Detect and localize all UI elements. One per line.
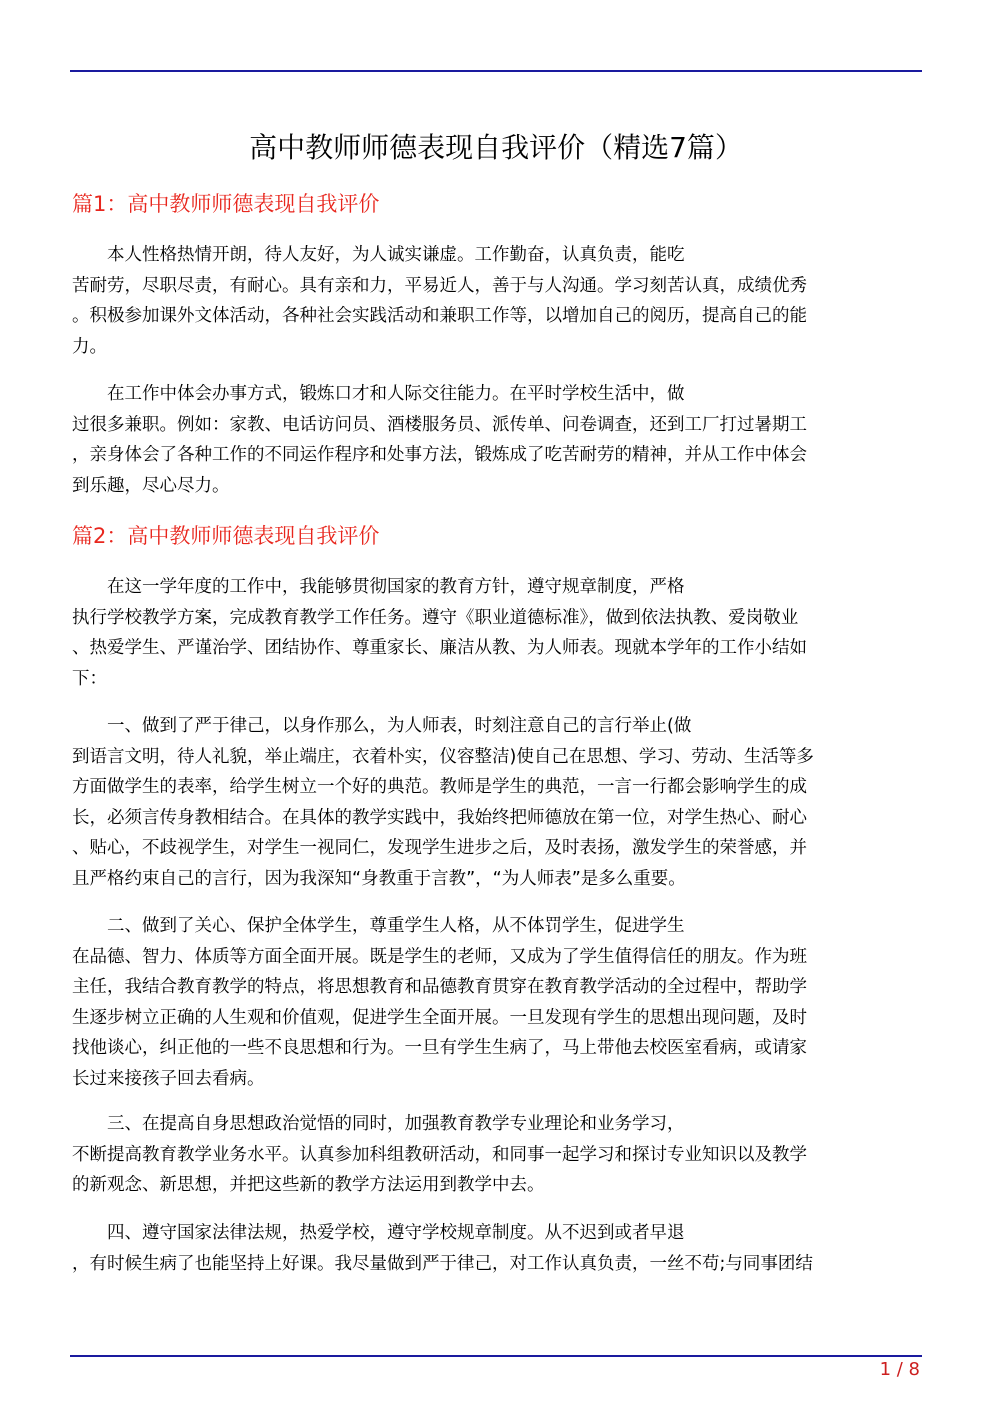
footer-rule [70, 1355, 922, 1357]
paragraph-line: 一、做到了严于律己，以身作那么，为人师表，时刻注意自己的言行举止(做 [107, 716, 692, 736]
paragraph-line: 三、在提高自身思想政治觉悟的同时，加强教育教学专业理论和业务学习， [107, 1114, 685, 1134]
paragraph-line: 到乐趣，尽心尽力。 [72, 475, 230, 496]
paragraph-line: 、贴心，不歧视学生，对学生一视同仁，发现学生进步之后，及时表扬，激发学生的荣誉感，并 [72, 838, 807, 858]
paragraph-line: 二、做到了关心、保护全体学生，尊重学生人格，从不体罚学生，促进学生 [107, 916, 685, 936]
paragraph-line: 不断提高教育教学业务水平。认真参加科组教研活动，和同事一起学习和探讨专业知识以及教学 [72, 1144, 807, 1165]
paragraph-line: 力。 [72, 336, 107, 357]
paragraph [72, 1218, 920, 1279]
paragraph-line: 。积极参加课外文体活动，各种社会实践活动和兼职工作等，以增加自己的阅历，提高自己的能 [72, 306, 807, 326]
paragraph-line: ，有时候生病了也能坚持上好课。我尽量做到严于律己，对工作认真负责，一丝不苟;与同事团结 [72, 1253, 813, 1274]
paragraph-line: 在工作中体会办事方式，锻炼口才和人际交往能力。在平时学校生活中，做 [107, 384, 685, 404]
paragraph-line: ，亲身体会了各种工作的不同运作程序和处事方法，锻炼成了吃苦耐劳的精神，并从工作中体会 [72, 445, 807, 465]
paragraph-line: 过很多兼职。例如：家教、电话访问员、酒楼服务员、派传单、问卷调查，还到工厂打过暑期工 [72, 414, 807, 435]
paragraph-line: 本人性格热情开朗，待人友好，为人诚实谦虚。工作勤奋，认真负责，能吃 [107, 245, 685, 265]
document-title: 高中教师师德表现自我评价（精选7篇） [249, 131, 743, 164]
paragraph-line: 找他谈心，纠正他的一些不良思想和行为。一旦有学生生病了，马上带他去校医室看病，或请家 [72, 1038, 807, 1058]
paragraph [72, 1109, 920, 1201]
paragraph-line: 苦耐劳，尽职尽责，有耐心。具有亲和力，平易近人，善于与人沟通。学习刻苦认真，成绩优秀 [72, 275, 807, 296]
paragraph-line: 在这一学年度的工作中，我能够贯彻国家的教育方针，遵守规章制度，严格 [107, 577, 685, 597]
page-indicator: 1 / 8 [879, 1359, 920, 1380]
paragraph-line: 、热爱学生、严谨治学、团结协作、尊重家长、廉洁从教、为人师表。现就本学年的工作小结如 [72, 638, 807, 658]
paragraph-line: 的新观念、新思想，并把这些新的教学方法运用到教学中去。 [72, 1175, 545, 1195]
paragraph-line: 长过来接孩子回去看病。 [72, 1068, 265, 1089]
paragraph [72, 711, 920, 894]
paragraph-line: 且严格约束自己的言行，因为我深知“身教重于言教”，“为人师表”是多么重要。 [72, 868, 686, 889]
paragraph [72, 911, 920, 1094]
paragraph-line: 生逐步树立正确的人生观和价值观，促进学生全面开展。一旦发现有学生的思想出现问题，及时 [72, 1007, 807, 1028]
paragraph-line: 下： [72, 668, 107, 689]
section-heading-2: 篇2：高中教师师德表现自我评价 [72, 524, 380, 548]
paragraph-line: 主任，我结合教育教学的特点，将思想教育和品德教育贯穿在教育教学活动的全过程中，帮助学 [72, 977, 807, 997]
paragraph-line: 执行学校教学方案，完成教育教学工作任务。遵守《职业道德标准》，做到依法执教、爱岗敬业 [72, 607, 799, 628]
paragraph-line: 方面做学生的表率，给学生树立一个好的典范。教师是学生的典范，一言一行都会影响学生的成 [72, 777, 807, 797]
paragraph [72, 379, 920, 501]
paragraph-line: 在品德、智力、体质等方面全面开展。既是学生的老师，又成为了学生值得信任的朋友。作为班 [72, 946, 807, 967]
paragraph [72, 240, 920, 362]
paragraph [72, 572, 920, 694]
paragraph-line: 四、遵守国家法律法规，热爱学校，遵守学校规章制度。从不迟到或者早退 [107, 1223, 685, 1243]
paragraph-line: 长，必须言传身教相结合。在具体的教学实践中，我始终把师德放在第一位，对学生热心、耐心 [72, 807, 807, 828]
paragraph-line: 到语言文明，待人礼貌，举止端庄，衣着朴实，仪容整洁)使自己在思想、学习、劳动、生活等多 [72, 746, 814, 767]
section-heading-1: 篇1：高中教师师德表现自我评价 [72, 192, 380, 216]
header-rule [70, 70, 922, 72]
